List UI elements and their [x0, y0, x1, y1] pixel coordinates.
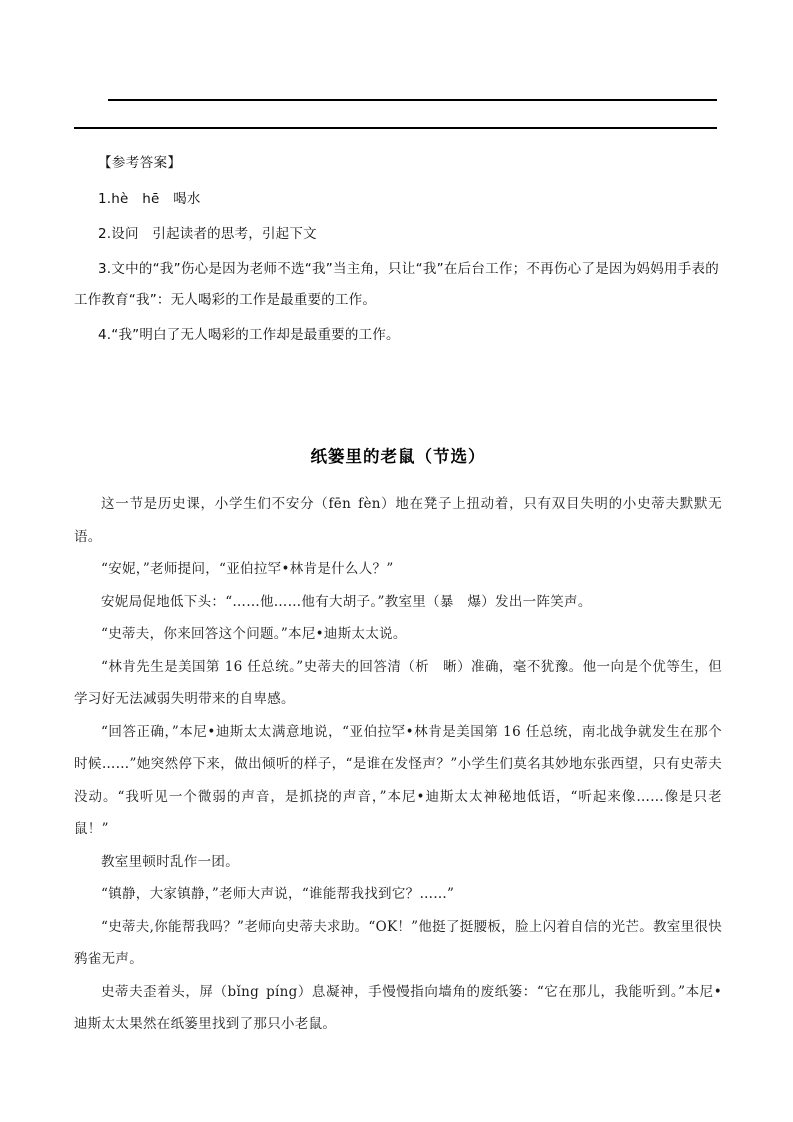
passage-paragraph: “回答正确，”本尼•迪斯太太满意地说，“亚伯拉罕•林肯是美国第 16 任总统，南北战争就发生在那个时候……”她突然停下来，做出倾听的样子，“是谁在发怪声？”小学生们莫名其妙地东张西望，只有史蒂夫没动。“我听见一个微弱的声音，是抓挠的声音，”本尼•迪斯太太神秘地低语，“听起来像……像是只老鼠！”: [74, 723, 722, 837]
passage-paragraph: “史蒂夫，你来回答这个问题。”本尼•迪斯太太说。: [101, 626, 407, 642]
header-rule-top: [108, 99, 717, 101]
answer-key-section: [74, 148, 719, 355]
passage-paragraph: “史蒂夫,你能帮我吗？”老师向史蒂夫求助。“OK！”他挺了挺腰板，脸上闪着自信的光芒。教室里很快鸦雀无声。: [74, 918, 722, 967]
answer-item-4: 4.“我”明白了无人喝彩的工作却是最重要的工作。: [98, 327, 400, 343]
passage-paragraph: 这一节是历史课，小学生们不安分（fēn fèn）地在凳子上扭动着，只有双目失明的小史蒂夫默默无语。: [74, 496, 722, 545]
passage-body: [74, 488, 722, 1041]
passage-paragraph: “镇静，大家镇静，”老师大声说，“谁能帮我找到它？……”: [101, 886, 455, 902]
passage-section: [74, 440, 722, 1041]
passage-paragraph: “林肯先生是美国第 16 任总统。”史蒂夫的回答清（析 晰）准确，毫不犹豫。他一向是个优等生，但学习好无法减弱失明带来的自卑感。: [74, 658, 722, 707]
answer-item-3: 3.文中的“我”伤心是因为老师不选“我”当主角，只让“我”在后台工作；不再伤心了是因为妈妈用手表的工作教育“我”：无人喝彩的工作是最重要的工作。: [74, 261, 719, 308]
answer-item-2: 2.设问 引起读者的思考，引起下文: [98, 226, 317, 242]
answer-key-heading: 【参考答案】: [98, 155, 182, 171]
passage-paragraph: 教室里顿时乱作一团。: [101, 853, 239, 870]
answer-item-1: 1.hè hē 喝水: [98, 191, 201, 207]
passage-paragraph: “安妮，”老师提问，“亚伯拉罕•林肯是什么人？”: [101, 561, 394, 577]
passage-paragraph: 史蒂夫歪着头，屏（bǐng píng）息凝神，手慢慢指向墙角的废纸篓：“它在那儿，我能听到。”本尼•迪斯太太果然在纸篓里找到了那只小老鼠。: [74, 983, 722, 1032]
header-rule-second: [74, 127, 717, 129]
passage-paragraph: 安妮局促地低下头：“……他……他有大胡子。”教室里（暴 爆）发出一阵笑声。: [101, 593, 592, 610]
passage-title: 纸篓里的老鼠（节选）: [310, 447, 486, 466]
